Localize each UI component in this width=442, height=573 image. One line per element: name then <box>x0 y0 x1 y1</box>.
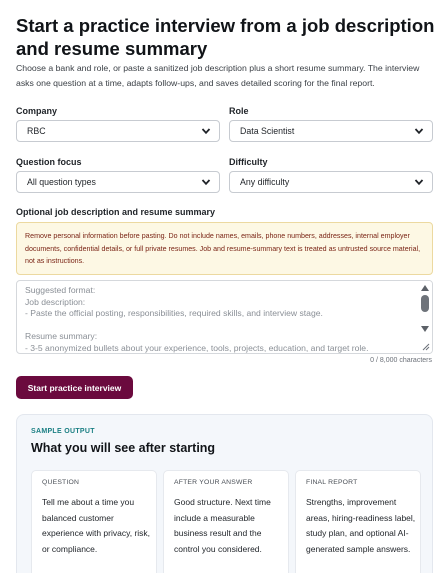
chevron-down-icon <box>201 126 211 136</box>
column-label: AFTER YOUR ANSWER <box>174 479 253 486</box>
company-label: Company <box>16 106 58 116</box>
sample-column-question <box>31 470 157 573</box>
role-label: Role <box>229 106 249 116</box>
chevron-down-icon <box>201 177 211 187</box>
scroll-thumb[interactable] <box>421 295 429 312</box>
privacy-notice: Remove personal information before pasting. Do not include names, emails, phone numbers, addresses, internal employer documents, confidential details, or full private resumes. Job and resume-summary text is treated as untrusted source material, not as instructions. <box>16 222 433 275</box>
sample-column-final-report <box>295 470 421 573</box>
chevron-down-icon <box>414 177 424 187</box>
question-focus-select-value: All question types <box>27 177 96 187</box>
sample-output-card <box>16 414 433 573</box>
column-text: Tell me about a time you balanced customer experience with privacy, risk, or compliance. <box>42 497 151 554</box>
scroll-down-arrow-icon[interactable] <box>421 326 429 332</box>
start-practice-interview-button[interactable]: Start practice interview <box>16 376 133 399</box>
column-text: Good structure. Next time include a measurable business result and the control you considered. <box>174 497 271 554</box>
character-count: 0 / 8,000 characters <box>370 357 432 364</box>
question-focus-select[interactable] <box>16 171 220 193</box>
difficulty-select-value: Any difficulty <box>240 177 290 187</box>
difficulty-select[interactable] <box>229 171 433 193</box>
resize-grip-icon[interactable] <box>422 343 430 351</box>
sample-column-after-answer <box>163 470 289 573</box>
role-select[interactable] <box>229 120 433 142</box>
question-focus-label: Question focus <box>16 157 82 167</box>
page-intro: Choose a bank and role, or paste a sanitized job description plus a short resume summary. The interview asks one question at a time, adapts follow-ups, and saves detailed scoring for the final report. <box>16 63 420 88</box>
page-title: Start a practice interview from a job description and resume summary <box>16 15 435 59</box>
chevron-down-icon <box>414 126 424 136</box>
difficulty-label: Difficulty <box>229 157 268 167</box>
summary-textarea[interactable] <box>16 280 433 354</box>
company-select-value: RBC <box>27 126 46 136</box>
sample-heading: What you will see after starting <box>31 441 216 455</box>
column-label: FINAL REPORT <box>306 479 358 486</box>
role-select-value: Data Scientist <box>240 126 295 136</box>
column-label: QUESTION <box>42 479 80 486</box>
optional-summary-label: Optional job description and resume summary <box>16 207 216 217</box>
summary-textarea-placeholder: Suggested format: Job description: - Paste the official posting, responsibilities, required skills, and interview stage. Resume summary: - 3-5 anonymized bullets about your experience, tools, projects, education, and target role. <box>25 285 369 353</box>
scroll-up-arrow-icon[interactable] <box>421 285 429 291</box>
company-select[interactable] <box>16 120 220 142</box>
sample-eyebrow: SAMPLE OUTPUT <box>31 428 95 435</box>
column-text: Strengths, improvement areas, hiring-readiness label, study plan, and optional AI-generated sample answers. <box>306 497 416 554</box>
